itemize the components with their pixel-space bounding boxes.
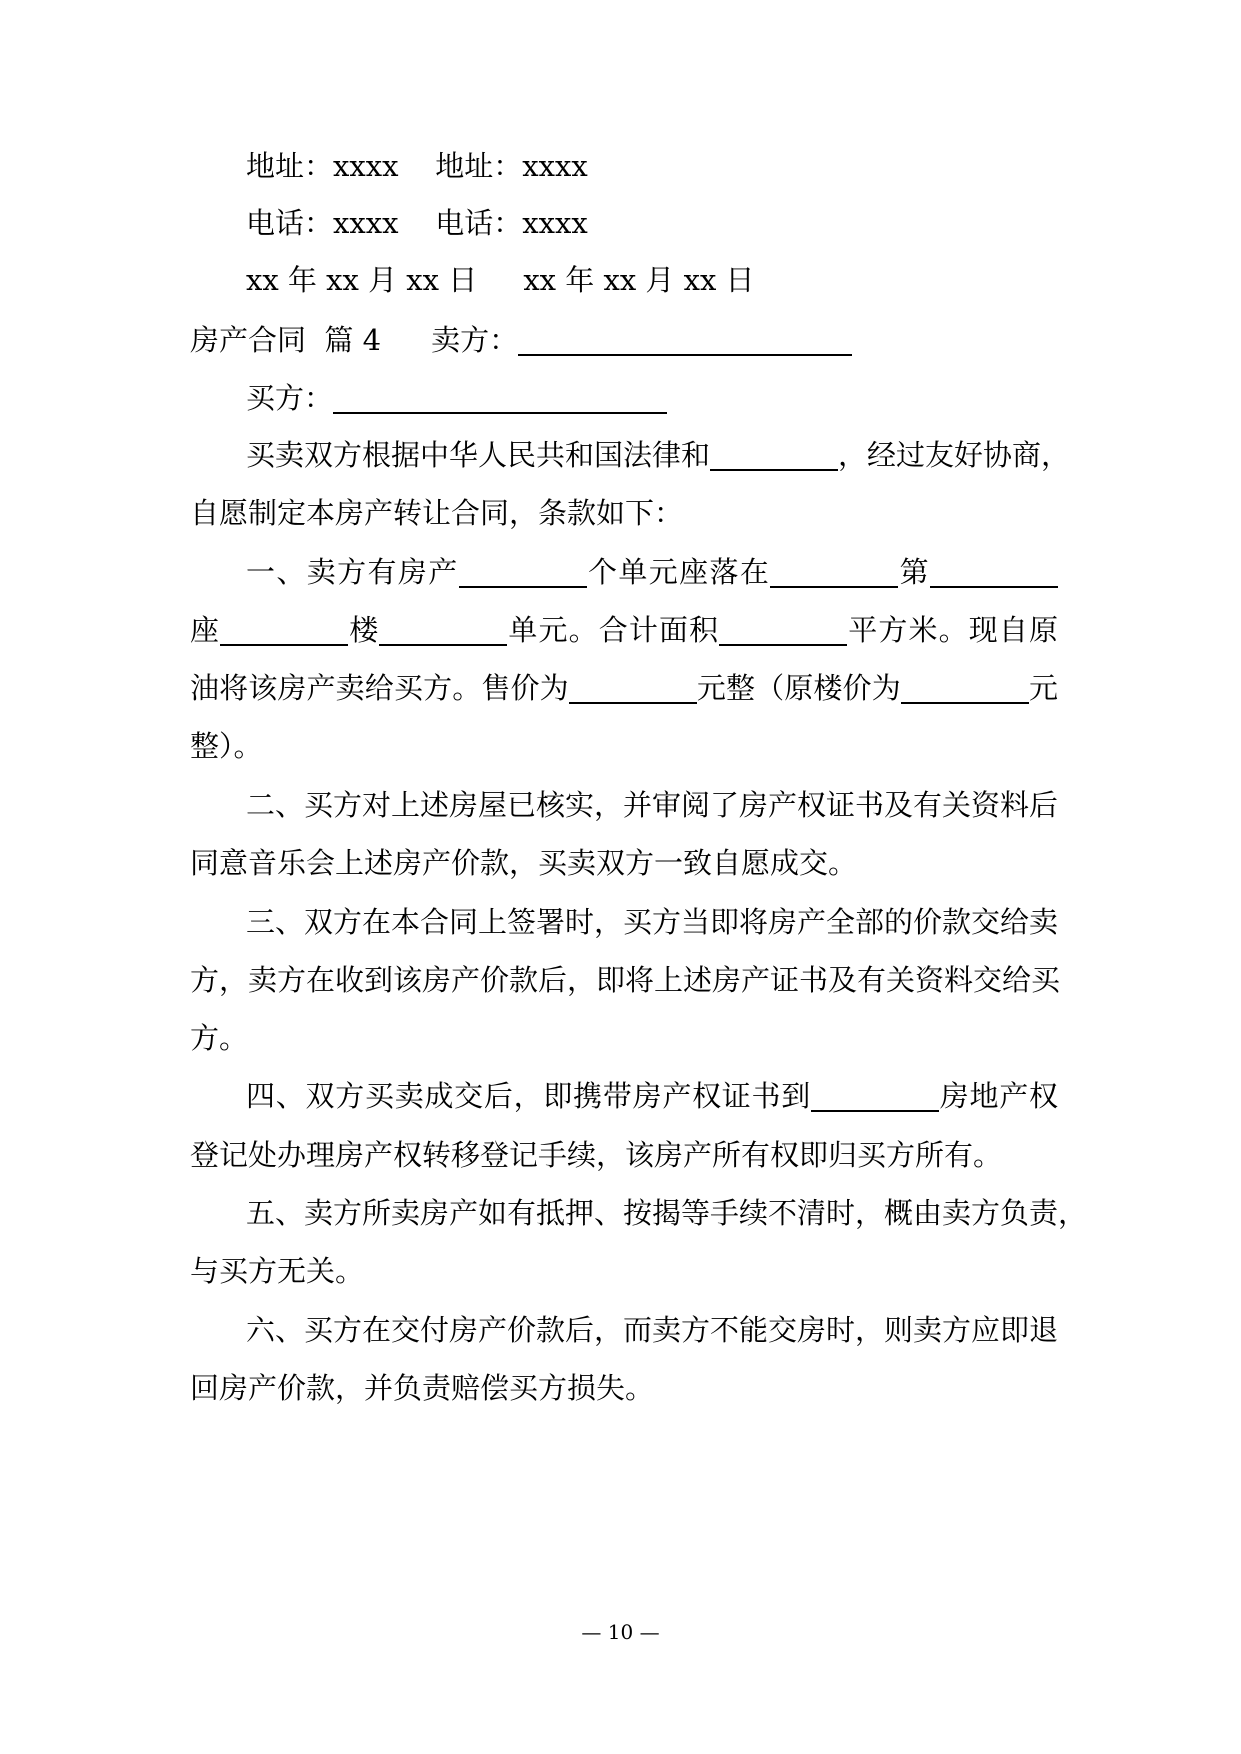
clause-1-text-f: 单元。合计面积 bbox=[507, 613, 720, 647]
page-number: — 10 — bbox=[581, 1620, 660, 1644]
number-blank bbox=[930, 556, 1058, 588]
intro-line-1 bbox=[246, 435, 1071, 475]
clause-3-line-1 bbox=[246, 902, 1058, 942]
clause-5-line-2 bbox=[190, 1251, 1150, 1291]
clause-3-line-3 bbox=[190, 1018, 1150, 1058]
location-blank bbox=[770, 556, 898, 588]
clause-1-text-h: 油将该房产卖给买方。售价为 bbox=[190, 671, 569, 705]
clause-4-text-c: 登记处办理房产权转移登记手续，该房产所有权即归买方所有。 bbox=[190, 1138, 1003, 1172]
clause-3-line-2 bbox=[190, 960, 1061, 1000]
clause-2-text-a: 二、买方对上述房屋已核实，并审阅了房产权证书及有关资料后 bbox=[246, 788, 1059, 822]
address-text: 地址：xxxx 地址：xxxx bbox=[246, 149, 588, 183]
original-price-blank bbox=[901, 672, 1029, 704]
intro-line-2 bbox=[190, 493, 1150, 533]
clause-1-text-b: 个单元座落在 bbox=[586, 555, 771, 589]
area-blank bbox=[719, 614, 847, 646]
clause-3-text-c: 方。 bbox=[190, 1021, 249, 1055]
clause-2-line-1 bbox=[246, 785, 1058, 825]
clause-5-text-a: 五、卖方所卖房产如有抵押、按揭等手续不清时，概由卖方负责， bbox=[246, 1196, 1088, 1230]
law-blank bbox=[710, 439, 838, 471]
intro-text-c: 自愿制定本房产转让合同，条款如下： bbox=[190, 496, 684, 530]
address-line bbox=[246, 146, 1146, 186]
clause-6-text-a: 六、买方在交付房产价款后，而卖方不能交房时，则卖方应即退 bbox=[246, 1313, 1059, 1347]
contract-heading-title: 房产合同 篇 4 bbox=[190, 323, 382, 357]
buyer-label: 买方： bbox=[246, 381, 334, 415]
date-text: xx 年 xx 月 xx 日 xx 年 xx 月 xx 日 bbox=[246, 263, 755, 297]
clause-5-line-1 bbox=[246, 1193, 1088, 1233]
clause-5-text-b: 与买方无关。 bbox=[190, 1254, 365, 1288]
clause-6-text-b: 回房产价款，并负责赔偿买方损失。 bbox=[190, 1371, 655, 1405]
clause-1-text-e: 楼 bbox=[348, 613, 380, 647]
clause-1-text-j: 元 bbox=[1028, 671, 1058, 705]
clause-4-text-b: 房地产权 bbox=[939, 1079, 1058, 1113]
clause-6-line-2 bbox=[190, 1368, 1150, 1408]
price-blank bbox=[569, 672, 697, 704]
clause-1-text-i: 元整（原楼价为 bbox=[696, 671, 901, 705]
units-blank bbox=[459, 556, 587, 588]
clause-1-text-k: 整）。 bbox=[190, 729, 263, 763]
contract-heading-line bbox=[190, 320, 1150, 360]
clause-1-text-c: 第 bbox=[898, 555, 930, 589]
clause-1-text-a: 一、卖方有房产 bbox=[246, 555, 459, 589]
clause-1-line-2 bbox=[190, 610, 1058, 650]
clause-4-text-a: 四、双方买卖成交后，即携带房产权证书到 bbox=[246, 1079, 812, 1113]
clause-4-line-2 bbox=[190, 1135, 1150, 1175]
phone-line bbox=[246, 203, 1146, 243]
registry-blank bbox=[811, 1080, 939, 1112]
buyer-line bbox=[246, 378, 1146, 418]
clause-1-line-1 bbox=[246, 552, 1058, 592]
clause-1-line-4 bbox=[190, 726, 1150, 766]
seller-blank bbox=[518, 324, 852, 356]
intro-text-b: ，经过友好协商， bbox=[838, 438, 1071, 472]
phone-text: 电话：xxxx 电话：xxxx bbox=[246, 206, 588, 240]
intro-text-a: 买卖双方根据中华人民共和国法律和 bbox=[246, 438, 711, 472]
building-blank bbox=[379, 614, 507, 646]
block-blank bbox=[220, 614, 348, 646]
clause-4-line-1 bbox=[246, 1076, 1058, 1116]
clause-1-text-g: 平方米。现自原 bbox=[847, 613, 1058, 647]
clause-2-line-2 bbox=[190, 843, 1150, 883]
date-line bbox=[246, 260, 1146, 300]
clause-3-text-b: 方，卖方在收到该房产价款后，即将上述房产证书及有关资料交给买 bbox=[190, 963, 1061, 997]
clause-1-text-d: 座 bbox=[190, 613, 221, 647]
clause-2-text-b: 同意音乐会上述房产价款，买卖双方一致自愿成交。 bbox=[190, 846, 858, 880]
seller-label: 卖方： bbox=[431, 323, 519, 357]
clause-6-line-1 bbox=[246, 1310, 1058, 1350]
buyer-blank bbox=[333, 382, 667, 414]
clause-3-text-a: 三、双方在本合同上签署时，买方当即将房产全部的价款交给卖 bbox=[246, 905, 1059, 939]
clause-1-line-3 bbox=[190, 668, 1058, 708]
